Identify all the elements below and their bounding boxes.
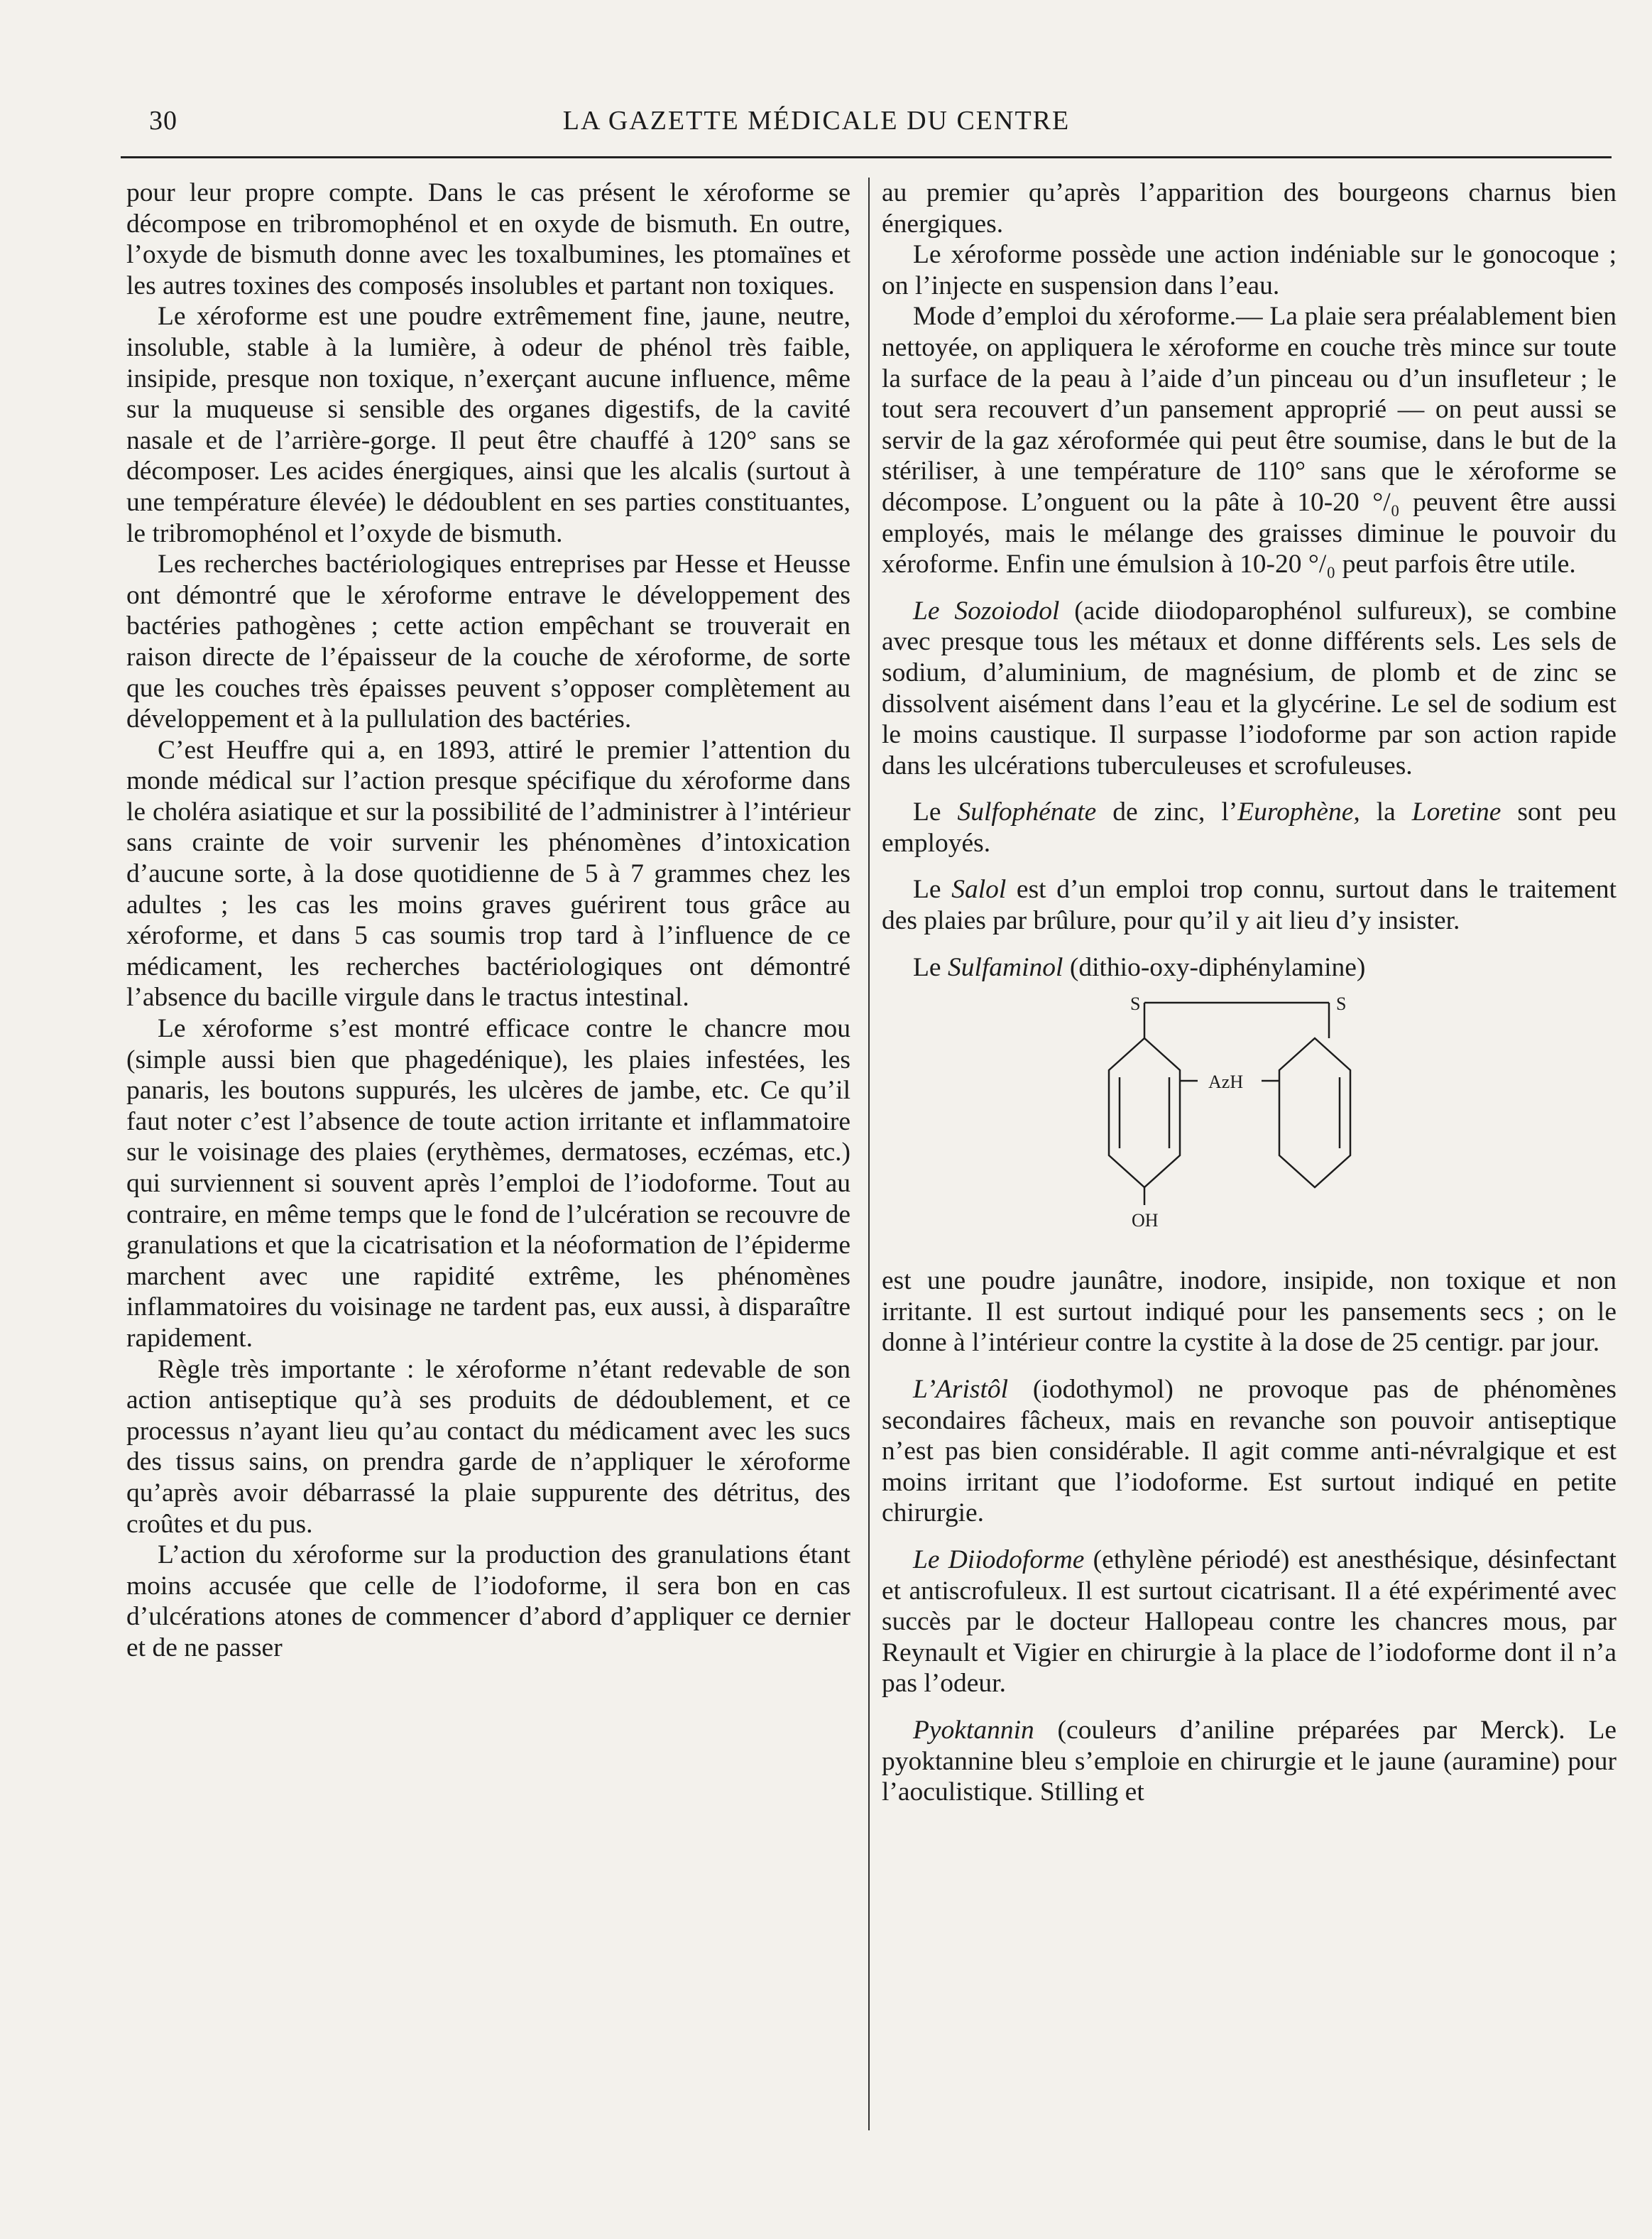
header-rule [121,156,1612,158]
paragraph-text: (iodothymol) ne provoque pas de phénomènes secondaires fâcheux, mais en revanche son pouvoir antiseptique n’est pas bien considérable. Il agit comme anti-névralgique et est moins irritant que l’iodoforme. Est surtout indiqué en petite chirurgie. [882,1375,1617,1528]
drug-name: Sulfophénate [957,797,1097,827]
paragraph: L’action du xéroforme sur la production des granulations étant moins accusée que celle de l’iodoforme, il sera bon en cas d’ulcérations atones de commencer d’abord d’appliquer ce dernier et de ne passer [126,1540,850,1662]
paragraph-diiodoforme [882,1545,1617,1699]
paragraph-text: Le [913,797,958,827]
drug-name: Sulfaminol [947,952,1063,982]
paragraph-text: (ethylène périodé) est anesthésique, désinfectant et antiscrofuleux. Il est surtout cicatrisant. Il a été expérimenté avec succès par le docteur Hallopeau contre les chancres mous, par Reynault et Vigier en chirurgie à la place de l’iodoforme dont il n’a pas l’odeur. [882,1545,1617,1699]
paragraph-text: est d’un emploi trop connu, surtout dans le traitement des plaies par brûlure, pour qu’il y ait lieu d’y insister. [882,875,1617,936]
drug-name: Pyoktannin [913,1715,1034,1745]
journal-title: LA GAZETTE MÉDICALE DU CENTRE [562,106,1071,136]
paragraph: Les recherches bactériologiques entreprises par Hesse et Heusse ont démontré que le xéroforme entrave le développement des bactéries pathogènes ; cette action empêchant se trouverait en raison directe de l’épaisseur de la couche de xéroforme, de sorte que les couches très épaisses peuvent s’opposer complètement au développement et à la pullulation des bactéries. [126,550,850,734]
page-number: 30 [149,106,177,136]
paragraph: C’est Heuffre qui a, en 1893, attiré le premier l’attention du monde médical sur l’action presque spécifique du xéroforme dans le choléra asiatique et sur la possibilité de l’administrer à l’intérieur sans crainte de voir survenir les phénomènes d’intoxication d’aucune sorte, à la dose quotidienne de 5 à 7 grammes chez les adultes ; les cas les moins graves guérirent tous grâce au xéroforme, et dans 5 cas soumis trop tard à l’influence de ce médicament, les recherches bactériologiques ont démontré l’absence du bacille virgule dans le tractus intestinal. [126,735,850,1013]
drug-name: Loretine [1411,797,1501,827]
paragraph-text: (couleurs d’aniline préparées par Merck). Le pyoktannine bleu s’emploie en chirurgie et le jaune (auramine) pour l’aoculistique. Stilling et [882,1715,1617,1807]
azh-label: AzH [1208,1072,1244,1093]
paragraph-sozoiodol [882,596,1617,782]
paragraph-text: Le [913,875,952,905]
page-header [149,105,1484,148]
paragraph: Le xéroforme possède une action indéniable sur le gonocoque ; on l’injecte en suspension dans l’eau. [882,240,1617,300]
paragraph-aristol [882,1374,1617,1529]
sulfur-right-label: S [1336,993,1347,1015]
paragraph-text: de zinc, l’ [1096,797,1238,827]
drug-name: Salol [951,875,1007,905]
paragraph: Règle très importante : le xéroforme n’étant redevable de son action antiseptique qu’à ses produits de dédoublement, et ce processus n’ayant lieu qu’au contact du médicament avec les sucs des tissus sains, on prendra garde de n’appliquer le xéroforme qu’après avoir débarrassé la plaie suppurente des détritus, des croûtes et du pus. [126,1354,850,1539]
column-divider [868,178,870,2130]
sulfaminol-structural-formula [1081,988,1364,1258]
sulfur-left-label: S [1130,993,1141,1015]
paragraph-sulfophenate [882,797,1617,859]
drug-name: Europhène, [1237,797,1360,827]
paragraph: est une poudre jaunâtre, inodore, insipide, non toxique et non irritante. Il est surtout indiqué pour les pansements secs ; on le donne à l’intérieur contre la cystite à la dose de 25 centigr. par jour. [882,1266,1617,1358]
paragraph: Le xéroforme s’est montré efficace contre le chancre mou (simple aussi bien que phagedénique), les plaies infestées, les panaris, les boutons suppurés, les ulcères de jambe, etc. Ce qu’il faut noter c’est l’absence de toute action irritante et inflammatoire sur le voisinage des plaies (erythèmes, dermatoses, eczémas, etc.) qui surviennent si souvent après l’emploi de l’iodoforme. Tout au contraire, en même temps que le fond de l’ulcération se recouvre de granulations et que la cicatrisation et la néoformation de l’épiderme marchent avec une rapidité extrême, les phénomènes inflammatoires du voisinage ne tardent pas, eux aussi, à disparaître rapidement. [126,1014,850,1353]
paragraph-text: sont peu employés. [882,797,1617,858]
right-column [882,178,1617,1808]
paragraph-sulfaminol [882,952,1617,984]
paragraph: Le xéroforme est une poudre extrêmement fine, jaune, neutre, insoluble, stable à la lumière, à odeur de phénol très faible, insipide, presque non toxique, n’exerçant aucune influence, même sur la muqueuse si sensible des organes digestifs, de la cavité nasale et de l’arrière-gorge. Il peut être chauffé à 120° sans se décomposer. Les acides énergiques, ainsi que les alcalis (surtout à une température élevée) le dédoublent en ses parties constituantes, le tribromophénol et l’oxyde de bismuth. [126,302,850,548]
paragraph: Mode d’emploi du xéroforme.— La plaie sera préalablement bien nettoyée, on appliquera le xéroforme en couche très mince sur toute la surface de la peau à l’aide d’un pinceau ou d’un insufleteur ; le tout sera recouvert d’un pansement approprié — on peut aussi se servir de la gaz xéroformée qui peut être soumise, dans le but de la stériliser, à une température de 110° sans que le xéroforme se décompose. L’onguent ou la pâte à 10-20 °/₀ peuvent être aussi employés, mais le mélange des graisses diminue le pouvoir du xéroforme. Enfin une émulsion à 10-20 °/₀ peut parfois être utile. [882,302,1617,579]
drug-name: Le Sozoiodol [913,596,1060,626]
paragraph-text: Le [913,952,948,982]
paragraph-pyoktannin [882,1715,1617,1808]
paragraph-text: (dithio-oxy-diphénylamine) [1063,952,1366,982]
paragraph: au premier qu’après l’apparition des bourgeons charnus bien énergiques. [882,178,1617,239]
left-column [126,178,850,1664]
paragraph-text: la [1360,797,1412,827]
oh-label: OH [1132,1210,1159,1231]
drug-name: Le Diiodoforme [913,1545,1085,1574]
drug-name: L’Aristôl [913,1375,1009,1405]
paragraph: pour leur propre compte. Dans le cas présent le xéroforme se décompose en tribromophénol et en oxyde de bismuth. En outre, l’oxyde de bismuth donne avec les toxalbumines, les ptomaïnes et les autres toxines des composés insolubles et partant non toxiques. [126,178,850,300]
paragraph-text: (acide diiodoparophénol sulfureux), se combine avec presque tous les métaux et donne différents sels. Les sels de sodium, d’aluminium, de magnésium, de plomb et de zinc se dissolvent aisément dans l’eau et la glycérine. Le sel de sodium est le moins caustique. Il surpasse l’iodoforme par son action rapide dans les ulcérations tuberculeuses et scrofuleuses. [882,596,1617,780]
paragraph-salol [882,874,1617,936]
